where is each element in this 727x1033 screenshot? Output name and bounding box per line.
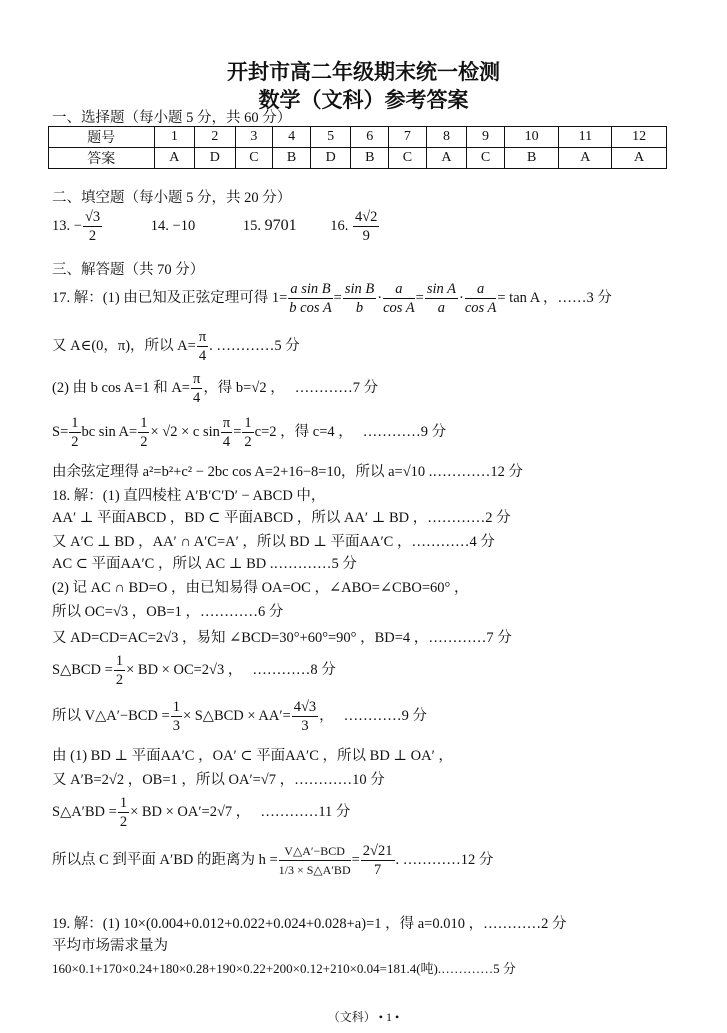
fraction [343, 280, 376, 317]
q18-text: S△A′BD = [52, 803, 117, 820]
score-mark: …………5 分 [441, 961, 516, 976]
table-row-answers [49, 148, 667, 169]
q18-line-4 [52, 552, 357, 573]
table-cell: 2 [195, 127, 236, 148]
score-mark: . …………5 分 [209, 337, 300, 354]
equals: = [233, 423, 242, 440]
fraction [288, 280, 332, 317]
q18-line-12 [52, 794, 350, 831]
q18-text: × BD × OA′=2√7 ， [130, 803, 251, 820]
denominator: cos A [383, 300, 415, 316]
q17-text: 又 A∈(0，π)，所以 A= [52, 337, 196, 354]
numerator: 1 [71, 415, 79, 431]
table-cell: 11 [559, 127, 612, 148]
q18-line-9 [52, 698, 427, 735]
numerator: 4√3 [293, 699, 317, 715]
q19-line-1 [52, 912, 566, 933]
q17-line-4 [52, 414, 446, 451]
q18-text: 又 AD=CD=AC=2√3 ，易知 ∠BCD=30°+60°=90° ，BD=4 ， [52, 630, 429, 646]
q18-line-11 [52, 768, 385, 789]
fraction [221, 414, 232, 451]
q16-fraction [353, 208, 379, 245]
q18-line-5: (2) 记 AC ∩ BD=O ，由已知易得 OA=OC ，∠ABO=∠CBO=60° ， [52, 580, 469, 596]
score-mark: …………6 分 [199, 604, 284, 620]
q18-text: 所以 V△A′−BCD = [52, 707, 170, 724]
q18-line-6 [52, 600, 283, 621]
table-cell: C [467, 148, 505, 169]
denominator: 2 [244, 434, 252, 450]
table-cell: 10 [504, 127, 559, 148]
fraction [425, 280, 458, 317]
table-cell: 9 [467, 127, 505, 148]
table-cell: A [612, 148, 667, 169]
answer-table [48, 126, 667, 169]
table-cell: 5 [310, 127, 351, 148]
score-mark: . …………12 分 [395, 851, 494, 868]
numerator: 1 [140, 415, 148, 431]
page-subtitle: 数学（文科）参考答案 [258, 87, 469, 112]
dot: · [377, 289, 383, 306]
q18-line-7 [52, 626, 512, 647]
q13-label: 13. [52, 217, 71, 234]
table-cell: C [235, 148, 273, 169]
table-cell: C [389, 148, 427, 169]
page-footer: （文科） • 1 • [327, 1010, 400, 1024]
denominator: 3 [172, 718, 180, 734]
table-row-numbers [49, 127, 667, 148]
score-mark: …………4 分 [411, 534, 495, 550]
denominator: b [355, 300, 364, 316]
q16-denominator: 9 [362, 228, 370, 244]
equals: = [351, 851, 360, 868]
score-mark: …………9 分 [343, 707, 428, 724]
score-mark: …………5 分 [273, 556, 357, 572]
table-cell: 6 [351, 127, 389, 148]
fraction [361, 842, 395, 879]
equals: = [415, 289, 424, 306]
q18-line-3 [52, 530, 495, 551]
fraction [69, 414, 80, 451]
q18-text: 又 A′B=2√2 ，OB=1 ，所以 OA′=√7 ， [52, 772, 295, 788]
q18-text: × S△BCD × AA′= [182, 707, 291, 724]
numerator: π [192, 371, 201, 387]
dot: · [458, 289, 464, 306]
denominator: b cos A [289, 300, 332, 316]
q17-text: bc sin A= [81, 423, 138, 440]
q17-line-3 [52, 370, 378, 407]
q18-text: ， [319, 707, 334, 724]
section-heading-fill: 二、填空题（每小题 5 分，共 20 分） [52, 190, 292, 206]
q19-line-3 [52, 958, 516, 977]
q13-fraction [83, 208, 102, 245]
fraction [114, 652, 125, 689]
table-cell: B [351, 148, 389, 169]
numerator: π [222, 415, 231, 431]
table-cell: 3 [235, 127, 273, 148]
score-mark: …………11 分 [260, 803, 351, 820]
q18-text: 所以点 C 到平面 A′BD 的距离为 h = [52, 851, 278, 868]
q18-line-1: 18. 解：(1) 直四棱柱 A′B′C′D′ − ABCD 中， [52, 488, 326, 504]
numerator: π [198, 329, 207, 345]
score-mark: …………7 分 [428, 630, 512, 646]
fraction [242, 414, 253, 451]
denominator: cos A [464, 300, 497, 316]
q18-text: S△BCD = [52, 661, 113, 678]
table-cell: 4 [273, 127, 311, 148]
section-heading-solve: 三、解答题（共 70 分） [52, 262, 205, 278]
denominator: 4 [193, 390, 201, 406]
q13-denominator: 2 [88, 228, 97, 244]
denominator: 2 [140, 434, 148, 450]
equals: = [333, 289, 342, 306]
numerator: a [383, 280, 415, 299]
denominator: 2 [115, 672, 124, 688]
fill-answers [52, 208, 380, 245]
score-mark: …………2 分 [427, 510, 511, 526]
q17-line-5 [52, 460, 523, 481]
fraction [383, 280, 415, 317]
table-cell: B [504, 148, 559, 169]
q15-label: 15. [242, 217, 261, 234]
table-header-cell: 题号 [49, 127, 155, 148]
q13-sign: − [73, 217, 82, 234]
q16-label: 16. [330, 217, 349, 234]
denominator: a [437, 300, 446, 316]
numerator: sin A [426, 281, 456, 297]
table-cell: 12 [612, 127, 667, 148]
score-mark: …………2 分 [483, 916, 567, 932]
q18-text: × BD × OC=2√3 ， [126, 661, 243, 678]
q18-line-8 [52, 652, 336, 689]
q17-text: 由余弦定理得 a²=b²+c² − 2bc cos A=2+16−8=10，所以 a=√10 . [52, 464, 433, 480]
q17-text: (2) 由 b cos A=1 和 A= [52, 379, 190, 396]
q13-numerator: √3 [84, 209, 101, 225]
table-cell: 7 [389, 127, 427, 148]
table-cell: A [559, 148, 612, 169]
denominator: 2 [71, 434, 79, 450]
q18-text: AC ⊂ 平面AA′C ，所以 AC ⊥ BD . [52, 556, 274, 572]
fraction [191, 370, 202, 407]
q17-text: S= [52, 423, 69, 440]
fraction [279, 842, 351, 879]
denominator: 4 [222, 434, 231, 450]
table-cell: 8 [426, 127, 467, 148]
numerator: V△A′−BCD [279, 842, 351, 861]
table-cell: D [195, 148, 236, 169]
fraction [465, 280, 497, 317]
fraction [138, 414, 149, 451]
page-title: 开封市高二年级期末统一检测 [227, 59, 500, 84]
table-header-cell: 答案 [49, 148, 155, 169]
denominator: 1/3 × S△A′BD [278, 863, 351, 877]
q17-text: c=2 ，得 c=4 ， [254, 423, 353, 440]
q17-text: ，得 b=√2 ， [203, 379, 285, 396]
denominator: 4 [198, 348, 207, 364]
numerator: 2√21 [362, 843, 393, 859]
numerator: 1 [244, 415, 252, 431]
section-heading-choice: 一、选择题（每小题 5 分，共 60 分） [52, 110, 292, 126]
q18-line-13 [52, 842, 493, 879]
q14-answer: 14. −10 [150, 217, 196, 234]
fraction [292, 698, 318, 735]
denominator: 3 [301, 718, 309, 734]
table-cell: B [273, 148, 311, 169]
numerator: sin B [344, 281, 375, 297]
q18-text: 所以 OC=√3 ，OB=1 ， [52, 604, 200, 620]
fraction [171, 698, 182, 735]
q19-text: 160×0.1+170×0.24+180×0.28+190×0.22+200×0.12+210×0.04=181.4(吨). [52, 961, 442, 976]
table-cell: D [310, 148, 351, 169]
q18-text: AA′ ⊥ 平面ABCD ，BD ⊂ 平面ABCD ，所以 AA′ ⊥ BD ， [52, 510, 428, 526]
denominator: 7 [374, 862, 382, 878]
numerator: 1 [119, 795, 128, 811]
q19-text: 19. 解：(1) 10×(0.004+0.012+0.022+0.024+0.028+a)=1 ，得 a=0.010 ， [52, 916, 484, 932]
q17-line-1 [52, 280, 612, 317]
score-mark: …………9 分 [362, 423, 447, 440]
q18-line-2 [52, 506, 511, 527]
q15-answer: 9701 [264, 216, 297, 234]
score-mark: …………10 分 [294, 772, 385, 788]
fraction [197, 328, 208, 365]
score-mark: …………12 分 [432, 464, 524, 480]
table-cell: A [154, 148, 195, 169]
score-mark: …………8 分 [252, 661, 336, 678]
numerator: 1 [172, 699, 180, 715]
q19-line-2: 平均市场需求量为 [52, 938, 168, 954]
table-cell: 1 [154, 127, 195, 148]
numerator: 1 [115, 653, 124, 669]
q16-numerator: 4√2 [354, 209, 378, 225]
fraction [118, 794, 129, 831]
q17-text: = tan A ， [497, 289, 558, 306]
q17-text: × √2 × c sin [150, 423, 220, 440]
q18-text: 又 A′C ⊥ BD ，AA′ ∩ A′C=A′ ，所以 BD ⊥ 平面AA′C ， [52, 534, 412, 550]
q17-line-2 [52, 328, 300, 365]
score-mark: ……3 分 [557, 289, 612, 306]
q18-line-10: 由 (1) BD ⊥ 平面AA′C ，OA′ ⊂ 平面AA′C ，所以 BD ⊥ OA′ ， [52, 748, 453, 764]
score-mark: …………7 分 [294, 379, 379, 396]
numerator: a [465, 280, 497, 299]
table-cell: A [426, 148, 467, 169]
denominator: 2 [119, 814, 128, 830]
q17-text: 17. 解：(1) 由已知及正弦定理可得 1= [52, 289, 288, 306]
numerator: a sin B [290, 281, 331, 297]
